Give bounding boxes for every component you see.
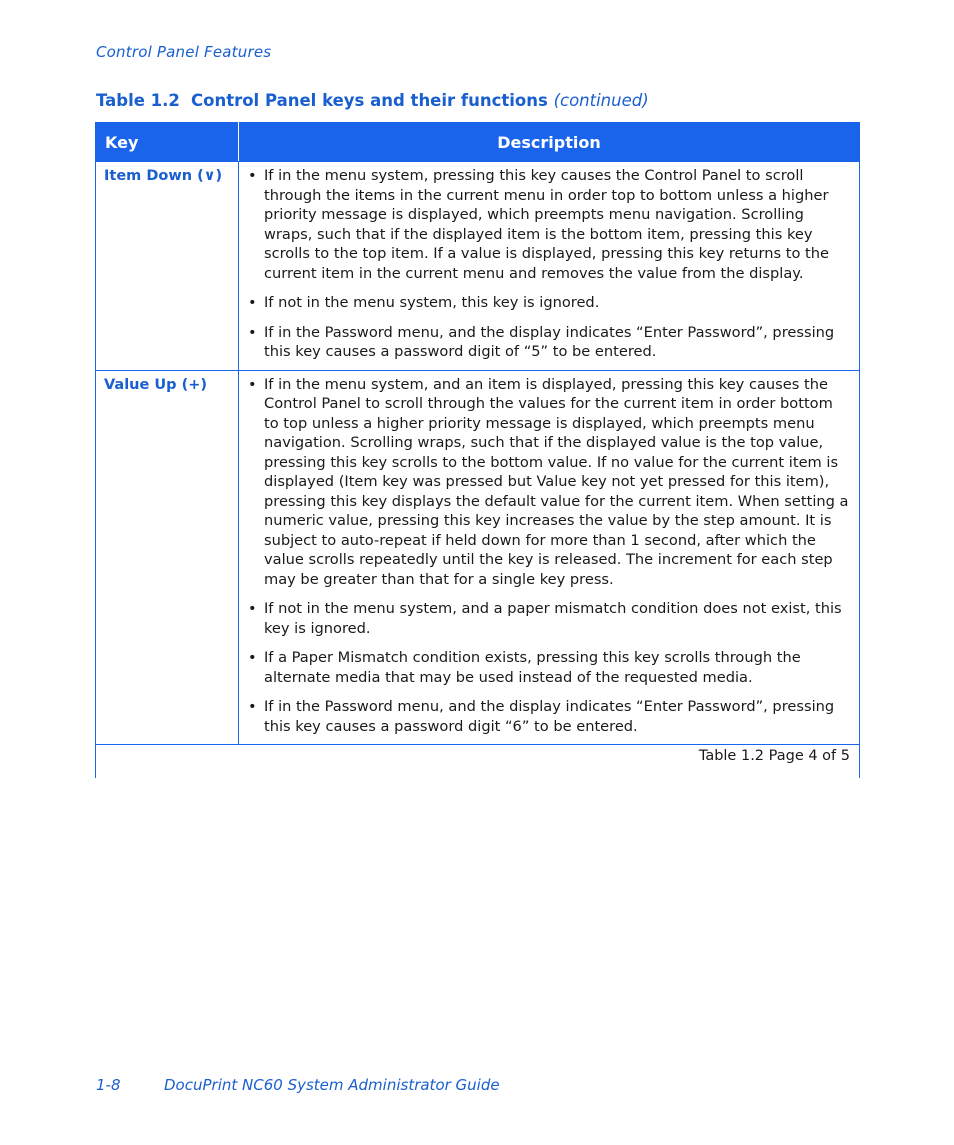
- bullet-list: [248, 375, 849, 737]
- description-cell: [239, 370, 860, 745]
- table-title: Control Panel keys and their functions: [191, 91, 548, 110]
- table-footer-row: [96, 745, 860, 779]
- table-continued-label: (continued): [553, 91, 649, 110]
- book-title: DocuPrint NC60 System Administrator Guide: [164, 1076, 500, 1094]
- list-item: • If in the menu system, and an item is displayed, pressing this key causes the Control Panel to scroll through the values for the current item in order bottom to top unless a higher priority message is displayed, which preempts menu navigation. Scrolling wraps, such that if the displayed value is the top value, pressing this key scrolls to the bottom value. If no value for the current item is displayed (Item key was pressed but Value key not yet pressed for this item), pressing this key displays the default value for the current item. When setting a numeric value, pressing this key increases the value by the step amount. It is subject to auto-repeat if held down for more than 1 second, after which the value scrolls repeatedly until the key is released. The increment for each step may be greater than that for a single key press.: [248, 375, 849, 590]
- key-cell-item-down: Item Down (∨): [96, 162, 239, 371]
- key-cell-value-up: Value Up (+): [96, 370, 239, 745]
- page-number: 1-8: [96, 1076, 121, 1094]
- table-page-note: Table 1.2 Page 4 of 5: [239, 745, 860, 779]
- table-number: Table 1.2: [96, 91, 180, 110]
- bullet-list: [248, 166, 849, 362]
- list-item: • If not in the menu system, this key is ignored.: [248, 293, 849, 313]
- page-footer: [96, 1076, 500, 1094]
- table-row: [96, 162, 860, 371]
- column-header-key: Key: [96, 123, 239, 162]
- list-item: • If a Paper Mismatch condition exists, pressing this key scrolls through the alternate media that may be used instead of the requested media.: [248, 648, 849, 687]
- control-panel-keys-table: [95, 122, 860, 778]
- table-row: [96, 370, 860, 745]
- column-header-description: Description: [239, 123, 860, 162]
- list-item: • If in the menu system, pressing this key causes the Control Panel to scroll through the items in the current menu in order top to bottom unless a higher priority message is displayed, which preempts menu navigation. Scrolling wraps, such that if the displayed item is the bottom item, pressing this key scrolls to the top item. If a value is displayed, pressing this key returns to the current item in the current menu and removes the value from the display.: [248, 166, 849, 283]
- table-caption: [96, 91, 649, 110]
- table-header-row: [96, 123, 860, 162]
- running-header: Control Panel Features: [96, 43, 272, 61]
- list-item: • If not in the menu system, and a paper mismatch condition does not exist, this key is ignored.: [248, 599, 849, 638]
- list-item: • If in the Password menu, and the display indicates “Enter Password”, pressing this key causes a password digit of “5” to be entered.: [248, 323, 849, 362]
- list-item: • If in the Password menu, and the display indicates “Enter Password”, pressing this key causes a password digit “6” to be entered.: [248, 697, 849, 736]
- description-cell: [239, 162, 860, 371]
- table-footer-spacer: [96, 745, 239, 779]
